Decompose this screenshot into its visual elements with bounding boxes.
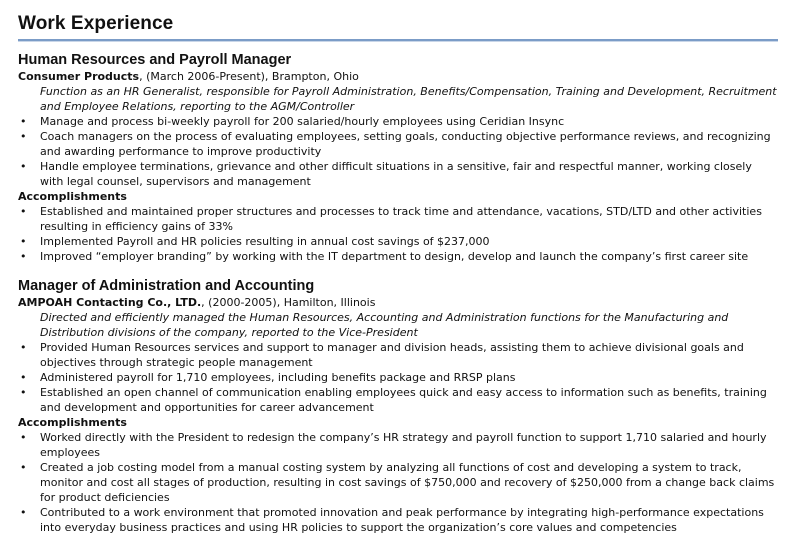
job-summary: Directed and efficiently managed the Human Resources, Accounting and Administration functions for the Manufacturing and Distribution divisions of the company, reported to the Vice-President — [40, 311, 729, 339]
job-title: Human Resources and Payroll Manager — [18, 52, 292, 68]
company-details: , (2000-2005), Hamilton, Illinois — [201, 296, 376, 309]
accomplishment-item — [18, 430, 778, 460]
accomplishment-item — [18, 234, 778, 249]
duty-text: Established an open channel of communication enabling employees quick and easy access to information such as benefits, training and development and opportunities for career advancement — [40, 386, 767, 414]
bullet: • — [20, 506, 27, 519]
company-name: AMPOAH Contacting Co., LTD. — [18, 296, 202, 309]
accomplishment-text: Implemented Payroll and HR policies resulting in annual cost savings of $237,000 — [40, 235, 490, 248]
duty-item — [18, 385, 778, 415]
job-title: Manager of Administration and Accounting — [18, 278, 315, 294]
section-title: Work Experience — [18, 13, 174, 34]
job-entry — [18, 278, 778, 535]
duty-item — [18, 340, 778, 370]
accomplishment-text: Contributed to a work environment that promoted innovation and peak performance by integrating high-performance expectations into everyday business practices and using HR policies to support the organization’s core values and competencies — [40, 506, 764, 534]
job-entry — [18, 52, 778, 264]
duties-list — [18, 114, 778, 189]
duty-text: Manage and process bi-weekly payroll for 200 salaried/hourly employees using Ceridian Insync — [40, 115, 565, 128]
accomplishment-text: Worked directly with the President to redesign the company’s HR strategy and payroll function to support 1,710 salaried and hourly employees — [40, 431, 767, 459]
duty-text: Handle employee terminations, grievance and other difficult situations in a sensitive, fair and respectful manner, working closely with legal counsel, supervisors and management — [40, 160, 752, 188]
accomplishments-heading: Accomplishments — [18, 416, 127, 429]
accomplishment-item — [18, 460, 778, 505]
company-line — [18, 69, 778, 84]
duty-item — [18, 129, 778, 159]
bullet: • — [20, 205, 27, 218]
duty-text: Provided Human Resources services and support to manager and division heads, assisting them to achieve divisional goals and objectives through strategic people management — [40, 341, 744, 369]
company-name: Consumer Products — [18, 70, 140, 83]
duty-text: Coach managers on the process of evaluating employees, setting goals, conducting objective performance reviews, and recognizing and awarding performance to improve productivity — [40, 130, 771, 158]
accomplishments-list — [18, 204, 778, 264]
bullet: • — [20, 386, 27, 399]
accomplishment-item — [18, 505, 778, 535]
accomplishments-heading: Accomplishments — [18, 190, 127, 203]
bullet: • — [20, 250, 27, 263]
job-summary: Function as an HR Generalist, responsible for Payroll Administration, Benefits/Compensation, Training and Development, Recruitment and Employee Relations, reporting to the AGM/Controller — [40, 85, 777, 113]
duty-item — [18, 114, 778, 129]
resume-page — [18, 12, 778, 535]
bullet: • — [20, 130, 27, 143]
duty-item — [18, 159, 778, 189]
duties-list — [18, 340, 778, 415]
accomplishment-text: Improved “employer branding” by working with the IT department to design, develop and launch the company’s first career site — [40, 250, 749, 263]
bullet: • — [20, 341, 27, 354]
bullet: • — [20, 160, 27, 173]
duty-item — [18, 370, 778, 385]
company-details: , (March 2006-Present), Brampton, Ohio — [139, 70, 359, 83]
accomplishments-list — [18, 430, 778, 535]
bullet: • — [20, 461, 27, 474]
bullet: • — [20, 115, 27, 128]
accomplishment-text: Created a job costing model from a manual costing system by analyzing all functions of cost and developing a system to track, monitor and cost all stages of production, resulting in cost savings of $750,000 and recovery of $250,000 from a change back claims for product deficiencies — [40, 461, 775, 504]
accomplishment-item — [18, 249, 778, 264]
company-line — [18, 295, 778, 310]
bullet: • — [20, 371, 27, 384]
duty-text: Administered payroll for 1,710 employees, including benefits package and RRSP plans — [40, 371, 516, 384]
bullet: • — [20, 431, 27, 444]
accomplishment-item — [18, 204, 778, 234]
accomplishment-text: Established and maintained proper structures and processes to track time and attendance, vacations, STD/LTD and other activities resulting in efficiency gains of 33% — [40, 205, 762, 233]
bullet: • — [20, 235, 27, 248]
section-divider — [18, 39, 778, 41]
